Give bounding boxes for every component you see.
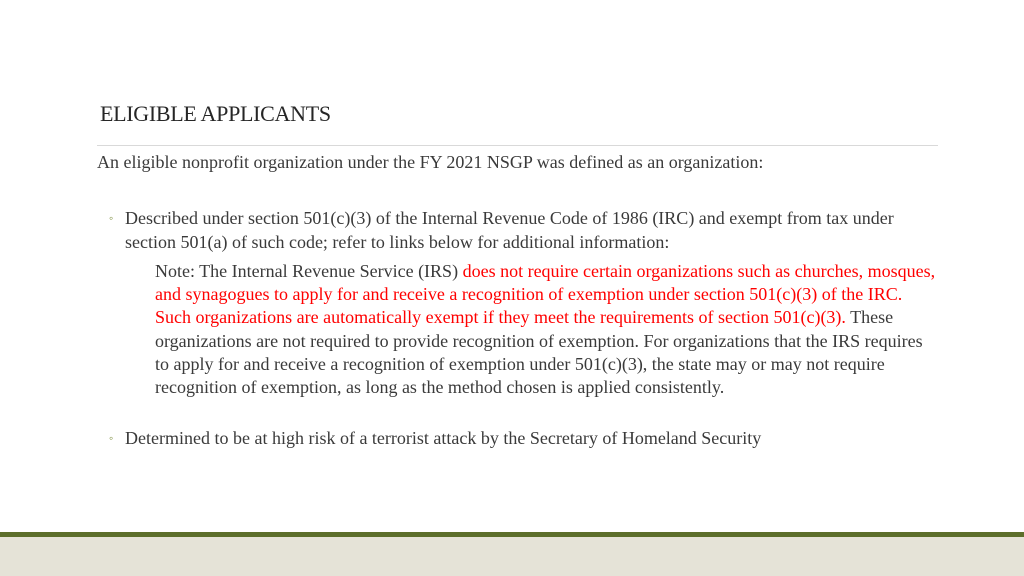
- note-prefix: Note: The Internal Revenue Service (IRS): [155, 261, 463, 281]
- bullet-text: Determined to be at high risk of a terrorist attack by the Secretary of Homeland Security: [125, 428, 762, 448]
- bullet-marker-icon: ◦: [109, 431, 114, 445]
- title-divider: [97, 145, 938, 146]
- footer-accent-line: [0, 532, 1024, 537]
- bullet-marker-icon: ◦: [109, 211, 114, 225]
- note-paragraph: [155, 260, 937, 399]
- bullet-text: Described under section 501(c)(3) of the Internal Revenue Code of 1986 (IRC) and exempt from tax under section 501(a) of such code; refer to links below for additional information:: [125, 208, 894, 252]
- slide-title: ELIGIBLE APPLICANTS: [100, 101, 331, 126]
- note-suffix: These organizations are not required to provide recognition of exemption. For organizations that the IRS requires to apply for and receive a recognition of exemption under 501(c)(3), the state may or may not require recognition of exemption, as long as the method chosen is applied consistently.: [155, 307, 923, 398]
- intro-text: An eligible nonprofit organization under the FY 2021 NSGP was defined as an organization:: [97, 152, 764, 172]
- bullet-item: [109, 207, 925, 254]
- footer-band: [0, 532, 1024, 576]
- note-highlight: does not require certain organizations such as churches, mosques, and synagogues to apply for and receive a recognition of exemption under section 501(c)(3) of the IRC. Such organizations are automatically exempt if they meet the requirements of section 501(c)(3).: [155, 261, 936, 328]
- bullet-item: [109, 427, 925, 451]
